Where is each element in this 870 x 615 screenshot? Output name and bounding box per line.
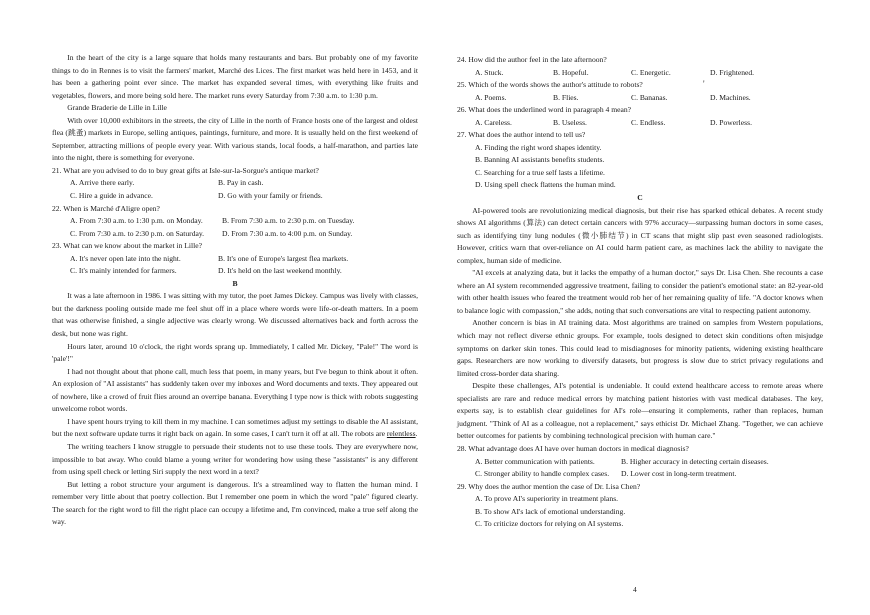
q23-option-b: B. It's one of Europe's largest flea markets. bbox=[218, 253, 349, 263]
q22-option-c: C. From 7:30 a.m. to 2:30 p.m. on Saturday. bbox=[70, 228, 205, 238]
question-25-options bbox=[457, 92, 823, 105]
q28-option-c: C. Stronger ability to handle complex cases. bbox=[475, 469, 610, 479]
q26-option-a: A. Careless. bbox=[475, 117, 512, 127]
b-paragraph-4 bbox=[52, 416, 418, 441]
q28-option-a: A. Better communication with patients. bbox=[475, 456, 595, 466]
q27-option-b: B. Banning AI assistants benefits students. bbox=[475, 155, 605, 165]
question-23-options bbox=[52, 253, 418, 278]
question-28-options bbox=[457, 456, 823, 481]
question-29: 29. Why does the author mention the case of Dr. Lisa Chen? bbox=[457, 481, 641, 491]
q25-option-b: B. Flies. bbox=[553, 92, 579, 102]
q21-option-b: B. Pay in cash. bbox=[218, 178, 264, 188]
question-27-options bbox=[457, 142, 823, 192]
q28-option-d: D. Lower cost in long-term treatment. bbox=[621, 469, 737, 479]
question-22-options bbox=[52, 215, 418, 240]
c-paragraph-2: "AI excels at analyzing data, but it lacks the empathy of a human doctor," says Dr. Lisa Chen. She recounts a case where an AI system recommended aggressive treatment, failing to consider the patient's emotional state: an 82-year-old with other health issues who feared the treatment would rob her of her remaining quality of life. "A doctor knows when to balance logic with compassion," she adds, noting that such conversations are vital to respecting patient autonomy. bbox=[457, 268, 823, 315]
lille-paragraph: With over 10,000 exhibitors in the streets, the city of Lille in the north of France hosts one of the largest and oldest flea (跳蚤) markets in Europe, selling antiques, paintings, furniture, and more. It is usually held on the first weekend of September, attracting millions of people every year. With various stands, local foods, a half-marathon, and parties late into the night, there is something for everyone. bbox=[52, 115, 418, 163]
b-paragraph-1: It was a late afternoon in 1986. I was sitting with my tutor, the poet James Dickey. Campus was lively with classes, but the darkness pooling outside made me feel shut off in a place where words were life-or-death matters. In a poem that was otherwise finished, a single adjective was clearly wrong. We discussed alternatives back and forth across the desk, but none was right. bbox=[52, 291, 418, 339]
q27-option-c: C. Searching for a true self lasts a lifetime. bbox=[475, 167, 605, 177]
question-27: 27. What does the author intend to tell us? bbox=[457, 130, 586, 140]
c-paragraph-1: AI-powered tools are revolutionizing medical diagnosis, but their rise has sparked ethical debates. A recent study shows AI algorithms (算法) can detect certain cancers with 97% accuracy—surpassing human doctors in some cases, such as identifying tiny lung nodules (微小肺结节) in CT scans that might slip past even seasoned radiologists. However, critics warn that over-reliance on AI could harm patient care, as machines lack the ability to navigate the complex, human side of medicine. bbox=[457, 205, 823, 265]
q26-option-c: C. Endless. bbox=[631, 117, 666, 127]
section-b-heading: B bbox=[232, 278, 238, 288]
c-paragraph-3: Another concern is bias in AI training data. Most algorithms are trained on samples from Western populations, which may not reflect diverse ethnic groups. For example, tools designed to detect skin conditions often misjudge symptoms on darker skin tones. This could lead to misdiagnoses for minority patients, widening existing healthcare gaps. Researchers are now working to diversify datasets, but progress is slow due to strict privacy regulations and limited cross-border data sharing. bbox=[457, 318, 823, 378]
q26-option-d: D. Powerless. bbox=[710, 117, 752, 127]
q22-option-b: B. From 7:30 a.m. to 2:30 p.m. on Tuesday. bbox=[222, 216, 355, 226]
page-number: 4 bbox=[633, 585, 637, 594]
section-c-heading: C bbox=[637, 193, 643, 203]
underlined-word: relentless bbox=[386, 429, 416, 439]
q25-option-c: C. Bananas. bbox=[631, 92, 668, 102]
question-26-options bbox=[457, 117, 823, 130]
q24-option-d: D. Frightened. bbox=[710, 67, 755, 77]
question-21: 21. What are you advised to do to buy great gifts at Isle-sur-la-Sorgue's antique market? bbox=[52, 165, 319, 175]
q24-option-b: B. Hopeful. bbox=[553, 67, 589, 77]
b-paragraph-2: Hours later, around 10 o'clock, the right words sprang up. Immediately, I called Mr. Dickey, "Pale!" The word is 'pale'!" bbox=[52, 341, 418, 364]
q25-option-a: A. Poems. bbox=[475, 92, 507, 102]
right-column bbox=[457, 54, 823, 531]
q23-option-d: D. It's held on the last weekend monthly. bbox=[218, 266, 342, 276]
q27-option-a: A. Finding the right word shapes identity. bbox=[475, 142, 602, 152]
question-23: 23. What can we know about the market in Lille? bbox=[52, 241, 202, 251]
q28-option-b: B. Higher accuracy in detecting certain diseases. bbox=[621, 456, 769, 466]
question-24: 24. How did the author feel in the late afternoon? bbox=[457, 55, 607, 64]
q26-option-b: B. Useless. bbox=[553, 117, 587, 127]
q27-option-d: D. Using spell check flattens the human mind. bbox=[475, 180, 616, 190]
q29-option-c: C. To criticize doctors for relying on AI systems. bbox=[475, 519, 624, 529]
question-25: 25. Which of the words shows the author's attitude to robots? bbox=[457, 80, 643, 90]
question-22: 22. When is Marché d'Aligre open? bbox=[52, 203, 160, 213]
q21-option-a: A. Arrive there early. bbox=[70, 178, 135, 188]
q22-option-d: D. From 7:30 a.m. to 4:00 p.m. on Sunday. bbox=[222, 228, 353, 238]
q22-option-a: A. From 7:30 a.m. to 1:30 p.m. on Monday. bbox=[70, 216, 203, 226]
q24-option-a: A. Stuck. bbox=[475, 67, 504, 77]
question-21-options bbox=[52, 177, 418, 202]
passage-a-paragraph: In the heart of the city is a large square that holds many restaurants and bars. But probably one of my favorite things to do in Rennes is to visit the farmers' market, Marché des Lices. The first market was held here in 1453, and it has been a gathering point ever since. The market has expanded several times, with everything like fruits and vegetables, flowers, and more being sold here. The market runs every Saturday from 7:30 a.m. to 1:30 p.m. bbox=[52, 53, 418, 100]
q29-option-a: A. To prove AI's superiority in treatment plans. bbox=[475, 494, 619, 504]
left-column bbox=[52, 52, 418, 529]
lille-title: Grande Braderie de Lille in Lille bbox=[67, 103, 167, 113]
q21-option-c: C. Hire a guide in advance. bbox=[70, 191, 153, 201]
question-24-options bbox=[457, 67, 823, 80]
q21-option-d: D. Go with your family or friends. bbox=[218, 191, 323, 201]
q25-option-d: D. Machines. bbox=[710, 92, 751, 102]
c-paragraph-4: Despite these challenges, AI's potential is undeniable. It could extend healthcare access to remote areas where specialists are rare and reduce medical errors by matching patient histories with vast medical databases. The key, experts say, is to establish clear guidelines for AI's role—ensuring it complements, rather than replaces, human judgment. "Think of AI as a colleague, not a replacement," says ethicist Dr. Michael Zhang. "Together, we can achieve better outcomes for patients by combining technological precision with human care." bbox=[457, 381, 823, 441]
q23-option-c: C. It's mainly intended for farmers. bbox=[70, 266, 177, 276]
b-paragraph-4-text: I have spent hours trying to kill them in my machine. I can sometimes adjust my settings to disable the AI assistant, but the next software update turns it right back on again. In some cases, I can't turn it off at all. The robots are bbox=[52, 416, 418, 439]
question-29-options bbox=[457, 493, 823, 531]
b-paragraph-6: But letting a robot structure your argument is dangerous. It's a streamlined way to flatten the human mind. I remember very little about that poetry collection. But I remember one poem in which the word "pale" figured clearly. The search for the right word to fill the right place can occupy a lifetime and, I'm convinced, make a true self along the way. bbox=[52, 479, 418, 527]
question-26: 26. What does the underlined word in paragraph 4 mean? bbox=[457, 105, 632, 115]
question-28: 28. What advantage does AI have over human doctors in medical diagnosis? bbox=[457, 443, 689, 453]
b-paragraph-4-end: . bbox=[415, 429, 418, 439]
q29-option-b: B. To show AI's lack of emotional understanding. bbox=[475, 506, 626, 516]
b-paragraph-5: The writing teachers I know struggle to persuade their students not to use these tools. They are everywhere now, impossible to bat away. Who could blame a young writer for wondering how using these "assistants" is any different from using spell check or letting Siri supply the next word in a text? bbox=[52, 441, 418, 477]
q23-option-a: A. It's never open late into the night. bbox=[70, 253, 181, 263]
q24-option-c: C. Energetic. bbox=[631, 67, 671, 77]
stray-mark: ' bbox=[703, 79, 705, 89]
b-paragraph-3: I had not thought about that phone call, much less that poem, in many years, but I've begun to think about it often. An explosion of "AI assistants" has suddenly taken over my inboxes and Word documents and texts. They appeared out of nowhere, like a crowd of fruit flies around an overripe banana. Everything I type now is thick with robots suggesting unwelcome robot words. bbox=[52, 366, 418, 414]
